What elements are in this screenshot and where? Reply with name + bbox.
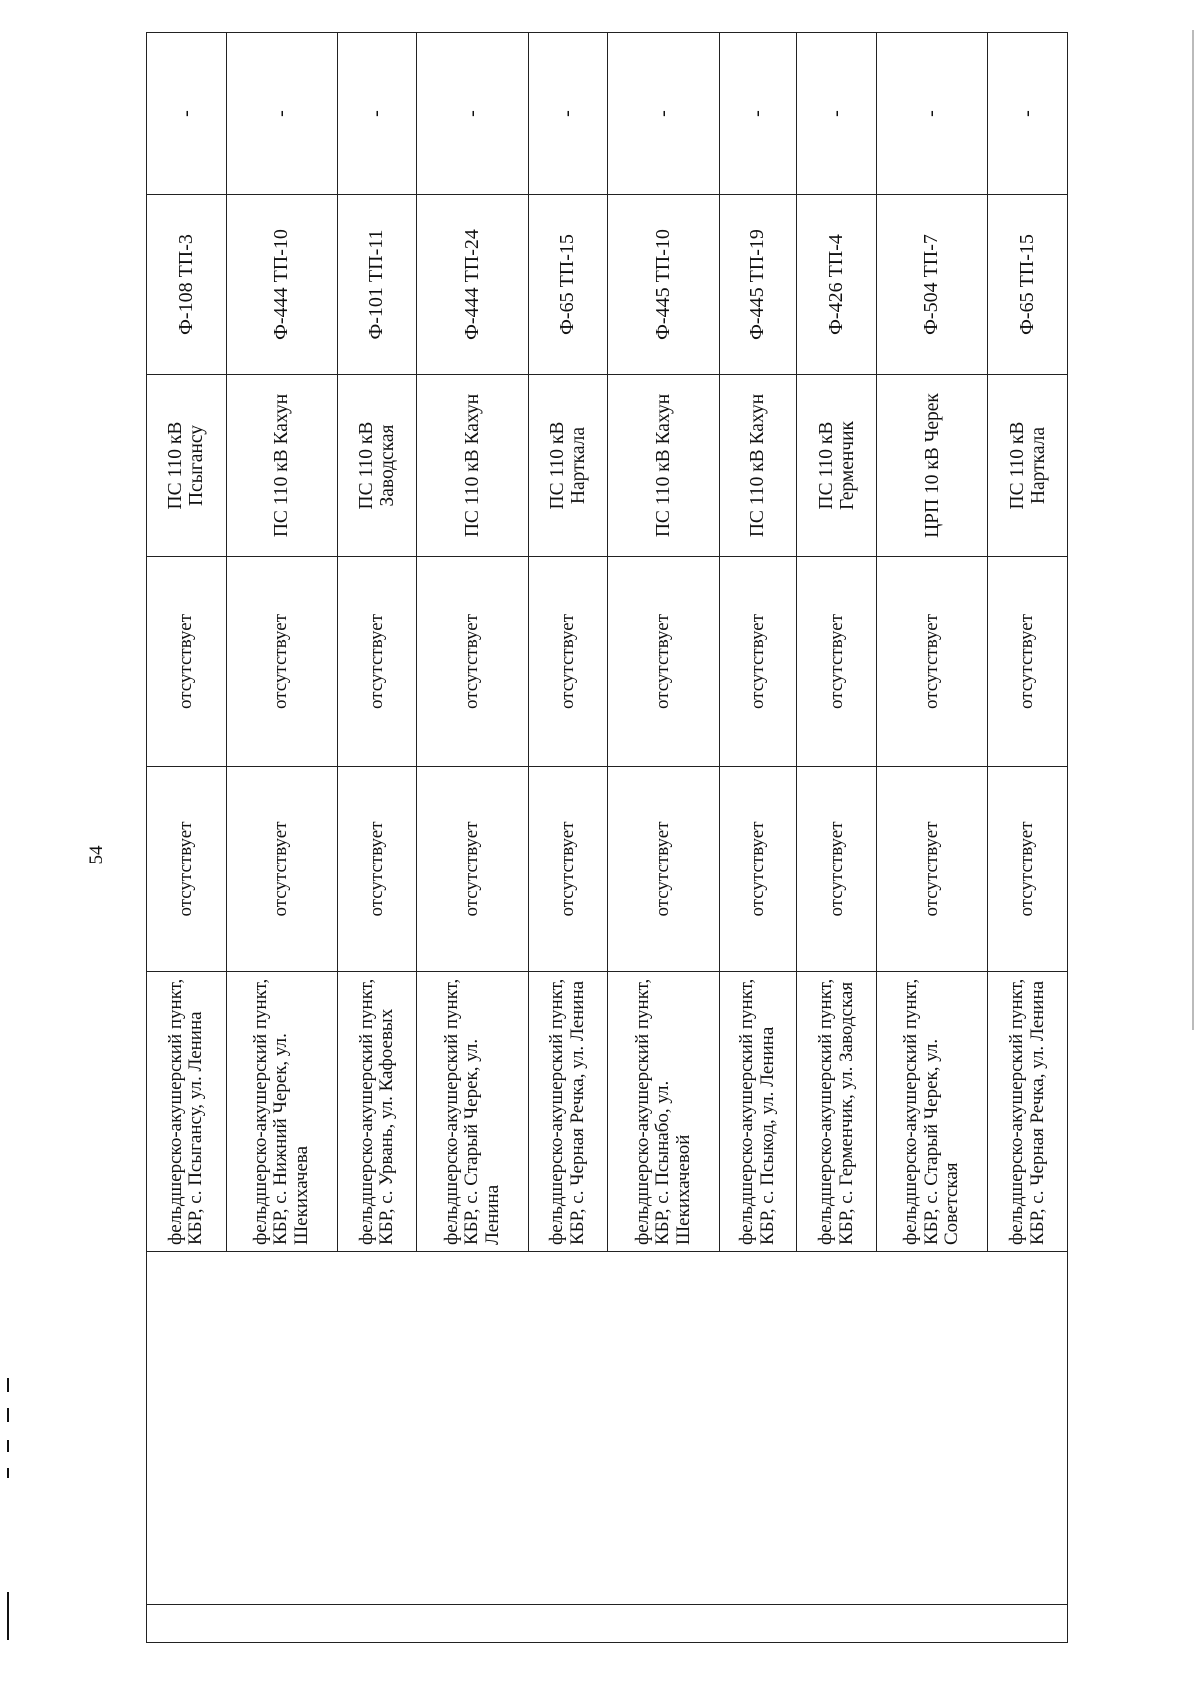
substation-cell: ПС 110 кВ Кахун (417, 375, 528, 557)
extra-cell: - (147, 33, 227, 195)
status-cell: отсутствует (797, 767, 877, 972)
facility-cell: фельдшерско-акушерский пункт, КБР, с. Герменчик, ул. Заводская (797, 972, 877, 1252)
extra-cell: - (417, 33, 528, 195)
scan-edge-mark (7, 1592, 9, 1640)
status-cell: отсутствует (528, 557, 608, 767)
feeder-cell: Ф-101 ТП-11 (337, 195, 417, 375)
substation-cell: ПС 110 кВ Заводская (337, 375, 417, 557)
feeder-cell: Ф-65 ТП-15 (988, 195, 1068, 375)
status-cell: отсутствует (877, 767, 988, 972)
feeder-cell: Ф-426 ТП-4 (797, 195, 877, 375)
status-cell: отсутствует (988, 557, 1068, 767)
feeder-cell: Ф-444 ТП-10 (226, 195, 337, 375)
scan-edge-mark (7, 1408, 9, 1422)
substation-cell: ПС 110 кВ Нарткала (528, 375, 608, 557)
facility-cell: фельдшерско-акушерский пункт, КБР, с. Псынабо, ул. Шекихачевой (608, 972, 719, 1252)
extra-cell: - (877, 33, 988, 195)
feeder-cell: Ф-444 ТП-24 (417, 195, 528, 375)
substation-cell: ПС 110 кВ Кахун (719, 375, 797, 557)
status-cell: отсутствует (988, 767, 1068, 972)
status-cell: отсутствует (719, 557, 797, 767)
facility-power-table (146, 32, 1068, 1643)
substation-cell: ПС 110 кВ Нарткала (988, 375, 1068, 557)
row-blank-cell (147, 1252, 1068, 1605)
facility-cell: фельдшерско-акушерский пункт, КБР, с. Нижний Черек, ул. Шекихачева (226, 972, 337, 1252)
row-number-cell (147, 1605, 1068, 1643)
extra-cell: - (719, 33, 797, 195)
facility-cell: фельдшерско-акушерский пункт, КБР, с. Старый Черек, ул. Советская (877, 972, 988, 1252)
rotated-table-wrapper (146, 33, 1068, 1643)
extra-cell: - (988, 33, 1068, 195)
status-cell: отсутствует (337, 557, 417, 767)
status-cell: отсутствует (417, 557, 528, 767)
scan-edge-mark (1192, 30, 1194, 1030)
facility-cell: фельдшерско-акушерский пункт, КБР, с. Урвань, ул. Кафоевых (337, 972, 417, 1252)
facility-cell: фельдшерско-акушерский пункт, КБР, с. Псыгансу, ул. Ленина (147, 972, 227, 1252)
scan-edge-mark (7, 1468, 9, 1478)
status-cell: отсутствует (147, 557, 227, 767)
substation-cell: ЦРП 10 кВ Черек (877, 375, 988, 557)
status-cell: отсутствует (719, 767, 797, 972)
extra-cell: - (608, 33, 719, 195)
feeder-cell: Ф-65 ТП-15 (528, 195, 608, 375)
status-cell: отсутствует (417, 767, 528, 972)
substation-cell: ПС 110 кВ Герменчик (797, 375, 877, 557)
scan-edge-mark (7, 1440, 9, 1452)
facility-cell: фельдшерско-акушерский пункт, КБР, с. Черная Речка, ул. Ленина (988, 972, 1068, 1252)
facility-cell: фельдшерско-акушерский пункт, КБР, с. Старый Черек, ул. Ленина (417, 972, 528, 1252)
extra-cell: - (226, 33, 337, 195)
feeder-cell: Ф-445 ТП-10 (608, 195, 719, 375)
feeder-cell: Ф-445 ТП-19 (719, 195, 797, 375)
substation-cell: ПС 110 кВ Псыгансу (147, 375, 227, 557)
scan-edge-mark (7, 1378, 9, 1392)
extra-cell: - (528, 33, 608, 195)
status-cell: отсутствует (608, 557, 719, 767)
substation-cell: ПС 110 кВ Кахун (226, 375, 337, 557)
substation-cell: ПС 110 кВ Кахун (608, 375, 719, 557)
feeder-cell: Ф-504 ТП-7 (877, 195, 988, 375)
status-cell: отсутствует (528, 767, 608, 972)
facility-cell: фельдшерско-акушерский пункт, КБР, с. Черная Речка, ул. Ленина (528, 972, 608, 1252)
status-cell: отсутствует (608, 767, 719, 972)
extra-cell: - (797, 33, 877, 195)
status-cell: отсутствует (877, 557, 988, 767)
table-row (147, 33, 227, 1643)
extra-cell: - (337, 33, 417, 195)
status-cell: отсутствует (226, 767, 337, 972)
status-cell: отсутствует (226, 557, 337, 767)
facility-cell: фельдшерско-акушерский пункт, КБР, с. Псыкод, ул. Ленина (719, 972, 797, 1252)
table-body (147, 33, 1068, 1643)
feeder-cell: Ф-108 ТП-3 (147, 195, 227, 375)
status-cell: отсутствует (147, 767, 227, 972)
status-cell: отсутствует (797, 557, 877, 767)
status-cell: отсутствует (337, 767, 417, 972)
page-number: 54 (86, 845, 107, 865)
